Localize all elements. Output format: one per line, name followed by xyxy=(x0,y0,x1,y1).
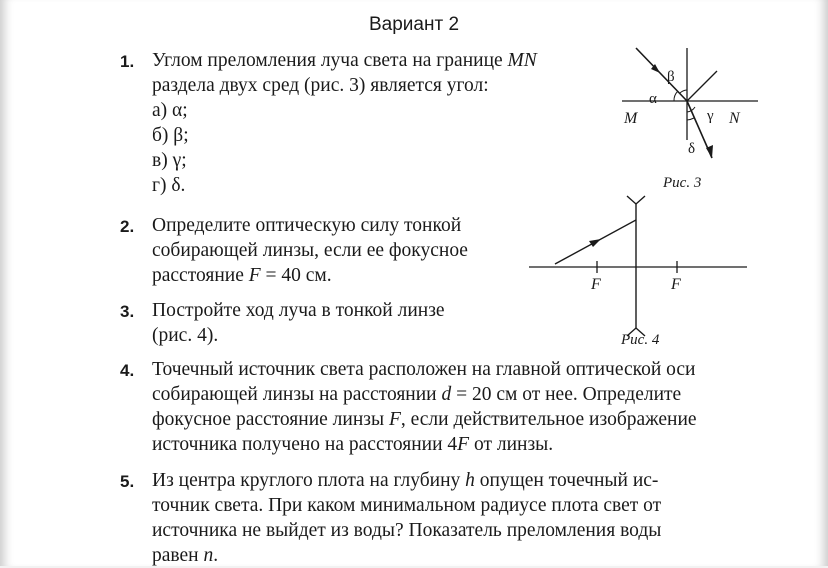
task-2-line-3: расстояние F = 40 см. xyxy=(152,265,332,286)
task-3-line-2: (рис. 4). xyxy=(152,325,219,346)
angle-arc-delta xyxy=(687,118,694,120)
label-focus-right: F xyxy=(671,276,681,293)
task-5-text xyxy=(152,468,661,568)
task-4-line-1: Точечный источник света расположен на главной оптической оси xyxy=(152,359,696,380)
lens-top-cap xyxy=(627,196,645,204)
task-5-number: 5. xyxy=(120,472,135,491)
figure-4-caption: Рис. 4 xyxy=(621,332,660,348)
task-4-line-2: собирающей линзы на расстоянии d = 20 см от нее. Определите xyxy=(152,384,682,405)
task-1-line-1: Углом преломления луча света на границе MN xyxy=(152,50,537,71)
angle-arc-beta xyxy=(680,90,687,93)
task-2-line-1: Определите оптическую силу тонкой xyxy=(152,215,462,236)
label-delta: δ xyxy=(688,141,696,157)
task-1-option-a: а) α; xyxy=(152,100,188,121)
label-m: M xyxy=(624,110,638,127)
task-5-line-1: Из центра круглого плота на глубину h опущен точечный ис- xyxy=(152,470,659,491)
reflected-ray xyxy=(687,71,717,101)
incident-ray xyxy=(636,48,687,101)
task-5-line-3: источника не выйдет из воды? Показатель преломления воды xyxy=(152,520,662,541)
task-3-text xyxy=(152,298,445,348)
task-5-line-4: равен n. xyxy=(152,545,219,566)
task-1-text xyxy=(152,48,537,198)
task-3-number: 3. xyxy=(120,302,135,321)
label-n: N xyxy=(729,110,740,127)
angle-arc-alpha xyxy=(674,91,678,101)
label-focus-left: F xyxy=(591,276,601,293)
task-4-number: 4. xyxy=(120,361,135,380)
lens-ray-arrow xyxy=(589,239,601,247)
figure-3-refraction-diagram xyxy=(600,40,770,195)
task-1-option-b: б) β; xyxy=(152,125,189,146)
task-2-line-2: собирающей линзы, если ее фокусное xyxy=(152,240,468,261)
task-1-option-c: в) γ; xyxy=(152,150,187,171)
task-1-number: 1. xyxy=(120,52,135,71)
variant-title: Вариант 2 xyxy=(368,14,460,35)
label-alpha: α xyxy=(649,91,657,107)
figure-3-caption: Рис. 3 xyxy=(663,175,702,191)
task-4-text xyxy=(152,357,697,457)
task-1-option-d: г) δ. xyxy=(152,175,186,196)
figure-4-lens-diagram xyxy=(525,190,755,350)
task-1-line-2: раздела двух сред (рис. 3) является угол: xyxy=(152,75,489,96)
task-5-line-2: точник света. При каком минимальном радиусе плота свет от xyxy=(152,495,662,516)
task-3-line-1: Постройте ход луча в тонкой линзе xyxy=(152,300,445,321)
task-4-line-4: источника получено на расстоянии 4F от линзы. xyxy=(152,434,554,455)
label-beta: β xyxy=(667,69,675,85)
task-2-number: 2. xyxy=(120,217,135,236)
task-2-text xyxy=(152,213,468,288)
label-gamma: γ xyxy=(707,108,714,124)
task-4-line-3: фокусное расстояние линзы F, если действительное изображение xyxy=(152,409,697,430)
